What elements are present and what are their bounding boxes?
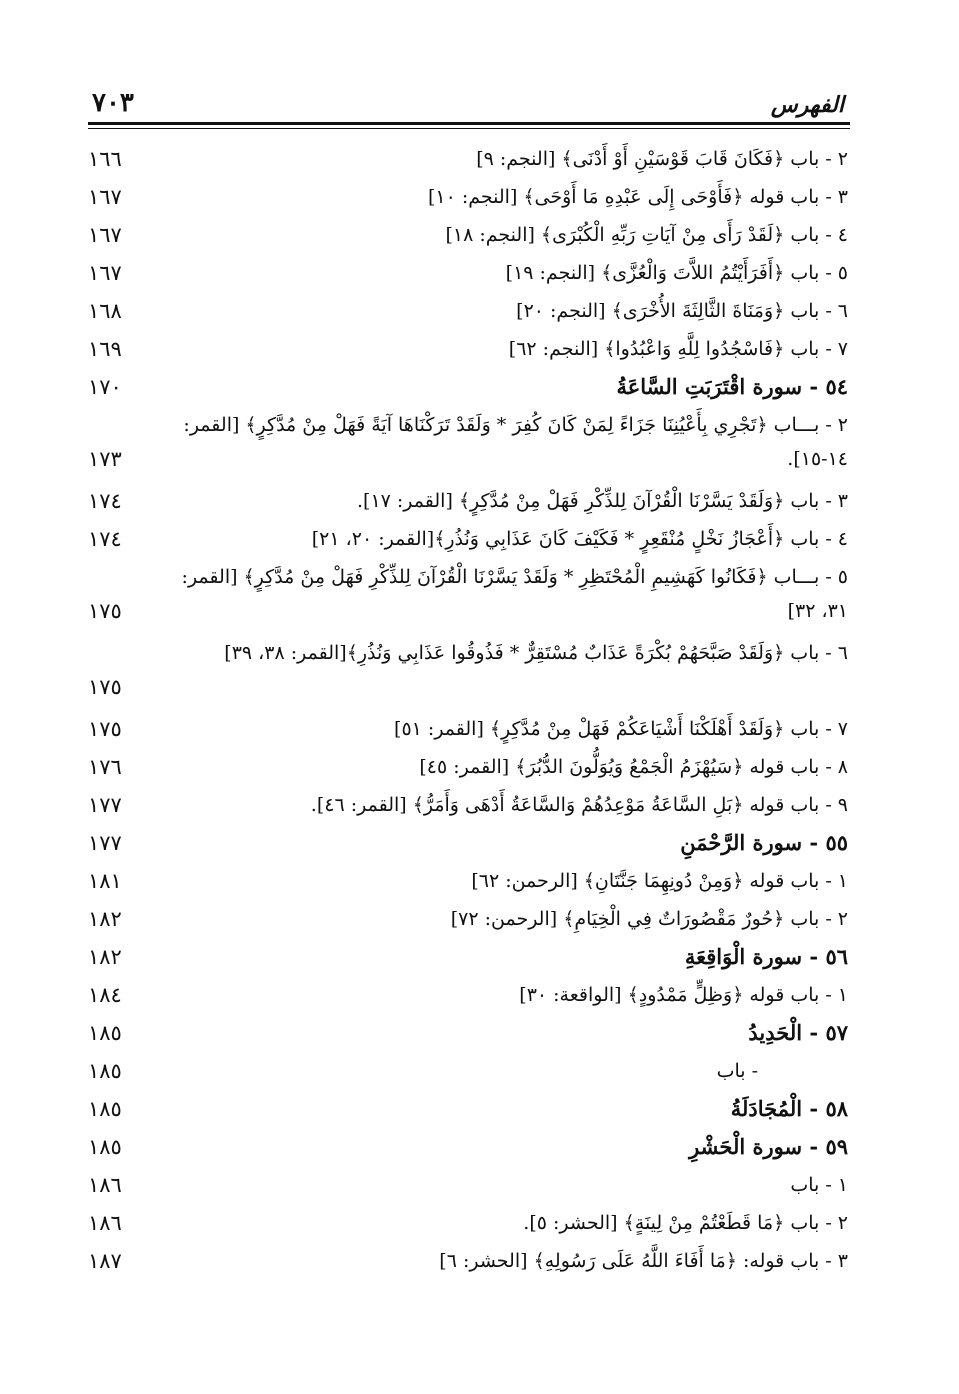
entry-page-number: ١٨٥ xyxy=(88,1097,122,1121)
entry-page-number: ١٨٢ xyxy=(88,907,122,931)
index-entry-row xyxy=(88,332,848,370)
index-heading-row xyxy=(88,1092,848,1130)
entry-page-number: ١٨٥ xyxy=(88,1059,122,1083)
entry-page-number: ١٨٤ xyxy=(88,983,122,1007)
entry-title: ٦ - باب ﴿وَمَنَاةَ الثَّالِثَةَ الأُخْرَى﴾ [النجم: ٢٠] xyxy=(516,300,848,322)
entry-page-number: ١٦٩ xyxy=(88,337,122,361)
entry-page-number: ١٨١ xyxy=(88,869,122,893)
entry-page-number: ١٧٣ xyxy=(88,447,122,471)
index-entry-row xyxy=(88,978,848,1016)
entry-page-number: ١٨٢ xyxy=(88,945,122,969)
index-entry-row xyxy=(88,522,848,560)
index-entry-row xyxy=(88,636,848,712)
entry-page-number: ١٨٧ xyxy=(88,1249,122,1273)
entry-title: ٤ - باب ﴿أَعْجَازُ نَخْلٍ مُنْقَعِرٍ * فَكَيْفَ كَانَ عَذَابِي وَنُذُرِ﴾[القمر: ٢٠، ٢١] xyxy=(311,528,848,550)
entry-title: ٢ - باب ﴿مَا قَطَعْتُمْ مِنْ لِينَةٍ﴾ [الحشر: ٥]. xyxy=(523,1212,848,1234)
entry-page-number: ١٧٥ xyxy=(88,599,122,623)
entry-title: ٣ - باب ﴿وَلَقَدْ يَسَّرْنَا الْقُرْآنَ لِلذِّكْرِ فَهَلْ مِنْ مُدَّكِرٍ﴾ [القمر: ١٧]. xyxy=(356,490,848,512)
index-entry-row xyxy=(88,142,848,180)
entry-page-number: ١٦٧ xyxy=(88,185,122,209)
index-entry-row xyxy=(88,408,848,484)
index-entry-row xyxy=(88,256,848,294)
index-entries xyxy=(88,142,848,1282)
running-title: الفهرس xyxy=(770,92,844,118)
index-entry-row xyxy=(88,1168,848,1206)
section-title: ٥٦ - سورة الْوَاقِعَةِ xyxy=(684,944,848,969)
entry-page-number: ١٧٤ xyxy=(88,527,122,551)
index-heading-row xyxy=(88,940,848,978)
index-entry-row xyxy=(88,180,848,218)
entry-title: ٩ - باب قوله ﴿بَلِ السَّاعَةُ مَوْعِدُهُمْ وَالسَّاعَةُ أَدْهَى وَأَمَرُّ﴾ [القمر: ٤٦]. xyxy=(310,794,848,816)
entry-title: - باب xyxy=(716,1060,758,1082)
entry-title: ٤ - باب ﴿لَقَدْ رَأَى مِنْ آيَاتِ رَبِّهِ الْكُبْرَى﴾ [النجم: ١٨] xyxy=(445,224,848,246)
entry-page-number: ١٨٥ xyxy=(88,1021,122,1045)
entry-page-number: ١٨٦ xyxy=(88,1173,122,1197)
entry-title: ١ - باب قوله ﴿وَمِنْ دُونِهِمَا جَنَّتَانِ﴾ [الرحمن: ٦٢] xyxy=(471,870,848,892)
entry-page-number: ١٦٧ xyxy=(88,261,122,285)
entry-title: ٥ - باب ﴿أَفَرَأَيْتُمُ اللاَّتَ وَالْعُزَّى﴾ [النجم: ١٩] xyxy=(505,262,848,284)
index-entry-row xyxy=(88,902,848,940)
index-entry-row xyxy=(88,1054,848,1092)
entry-page-number: ١٨٥ xyxy=(88,1135,122,1159)
entry-title: ٢ - باب ﴿فَكَانَ قَابَ قَوْسَيْنِ أَوْ أَدْنَى﴾ [النجم: ٩] xyxy=(476,148,848,170)
header-rule-thin xyxy=(88,128,850,129)
entry-title: ٧ - باب ﴿وَلَقَدْ أَهْلَكْنَا أَشْيَاعَكُمْ فَهَلْ مِنْ مُدَّكِرٍ﴾ [القمر: ٥١] xyxy=(394,718,848,740)
entry-title: ٥ - بـــاب ﴿فَكَانُوا كَهَشِيمِ الْمُحْتَظِرِ * وَلَقَدْ يَسَّرْنَا الْقُرْآنَ لِلذِّكْرِ فَهَلْ مِنْ مُدَّكِرٍ﴾ [القمر: ٣١، ٣٢] xyxy=(181,566,848,622)
section-title: ٥٥ - سورة الرَّحْمَنِ xyxy=(680,830,848,855)
index-entry-row xyxy=(88,788,848,826)
index-heading-row xyxy=(88,1016,848,1054)
entry-page-number: ١٧٧ xyxy=(88,793,122,817)
index-entry-row xyxy=(88,560,848,636)
entry-page-number: ١٦٦ xyxy=(88,147,122,171)
index-entry-row xyxy=(88,864,848,902)
index-entry-row xyxy=(88,1244,848,1282)
index-entry-row xyxy=(88,218,848,256)
section-title: ٥٤ - سورة اقْتَرَبَتِ السَّاعَةُ xyxy=(616,374,848,399)
entry-title: ٦ - باب ﴿وَلَقَدْ صَبَّحَهُمْ بُكْرَةً عَذَابٌ مُسْتَقِرٌّ * فَذُوقُوا عَذَابِي وَنُذُرِ﴾[القمر: ٣٨، ٣٩] xyxy=(224,642,848,664)
entry-title: ٢ - بـــاب ﴿تَجْرِي بِأَعْيُنِنَا جَزَاءً لِمَنْ كَانَ كُفِرَ * وَلَقَدْ تَرَكْنَاهَا آيَةً فَهَلْ مِنْ مُدَّكِرٍ﴾ [القمر: ١٤-١٥]. xyxy=(183,414,848,470)
index-entry-row xyxy=(88,1206,848,1244)
entry-title: ٣ - باب قوله ﴿فَأَوْحَى إِلَى عَبْدِهِ مَا أَوْحَى﴾ [النجم: ١٠] xyxy=(427,186,848,208)
index-entry-row xyxy=(88,484,848,522)
index-heading-row xyxy=(88,826,848,864)
entry-title: ١ - باب xyxy=(790,1174,848,1196)
entry-page-number: ١٧٥ xyxy=(88,675,122,699)
section-title: ٥٨ - الْمُجَادَلَةُ xyxy=(730,1096,848,1121)
index-entry-row xyxy=(88,712,848,750)
entry-page-number: ١٧٧ xyxy=(88,831,122,855)
section-title: ٥٩ - سورة الْحَشْرِ xyxy=(689,1134,848,1159)
entry-page-number: ١٧٤ xyxy=(88,489,122,513)
entry-page-number: ١٧٥ xyxy=(88,717,122,741)
section-title: ٥٧ - الْحَدِيدُ xyxy=(748,1020,848,1045)
entry-page-number: ١٧٦ xyxy=(88,755,122,779)
index-entry-row xyxy=(88,750,848,788)
entry-title: ٢ - باب ﴿حُورٌ مَقْصُورَاتٌ فِي الْخِيَامِ﴾ [الرحمن: ٧٢] xyxy=(450,908,848,930)
entry-title: ٨ - باب قوله ﴿سَيُهْزَمُ الْجَمْعُ وَيُوَلُّونَ الدُّبُرَ﴾ [القمر: ٤٥] xyxy=(419,756,848,778)
index-entry-row xyxy=(88,294,848,332)
index-heading-row xyxy=(88,370,848,408)
header-rule-thick xyxy=(88,122,850,125)
entry-page-number: ١٦٧ xyxy=(88,223,122,247)
entry-page-number: ١٦٨ xyxy=(88,299,122,323)
entry-page-number: ١٧٠ xyxy=(88,375,122,399)
entry-page-number: ١٨٦ xyxy=(88,1211,122,1235)
entry-title: ٣ - باب قوله: ﴿مَا أَفَاءَ اللَّهُ عَلَى رَسُولِهِ﴾ [الحشر: ٦] xyxy=(439,1250,848,1272)
index-heading-row xyxy=(88,1130,848,1168)
entry-title: ١ - باب قوله ﴿وَظِلٍّ مَمْدُودٍ﴾ [الواقعة: ٣٠] xyxy=(519,984,848,1006)
page-number: ٧٠٣ xyxy=(92,88,134,118)
entry-title: ٧ - باب ﴿فَاسْجُدُوا لِلَّهِ وَاعْبُدُوا﴾ [النجم: ٦٢] xyxy=(508,338,848,360)
page-header xyxy=(88,88,848,124)
